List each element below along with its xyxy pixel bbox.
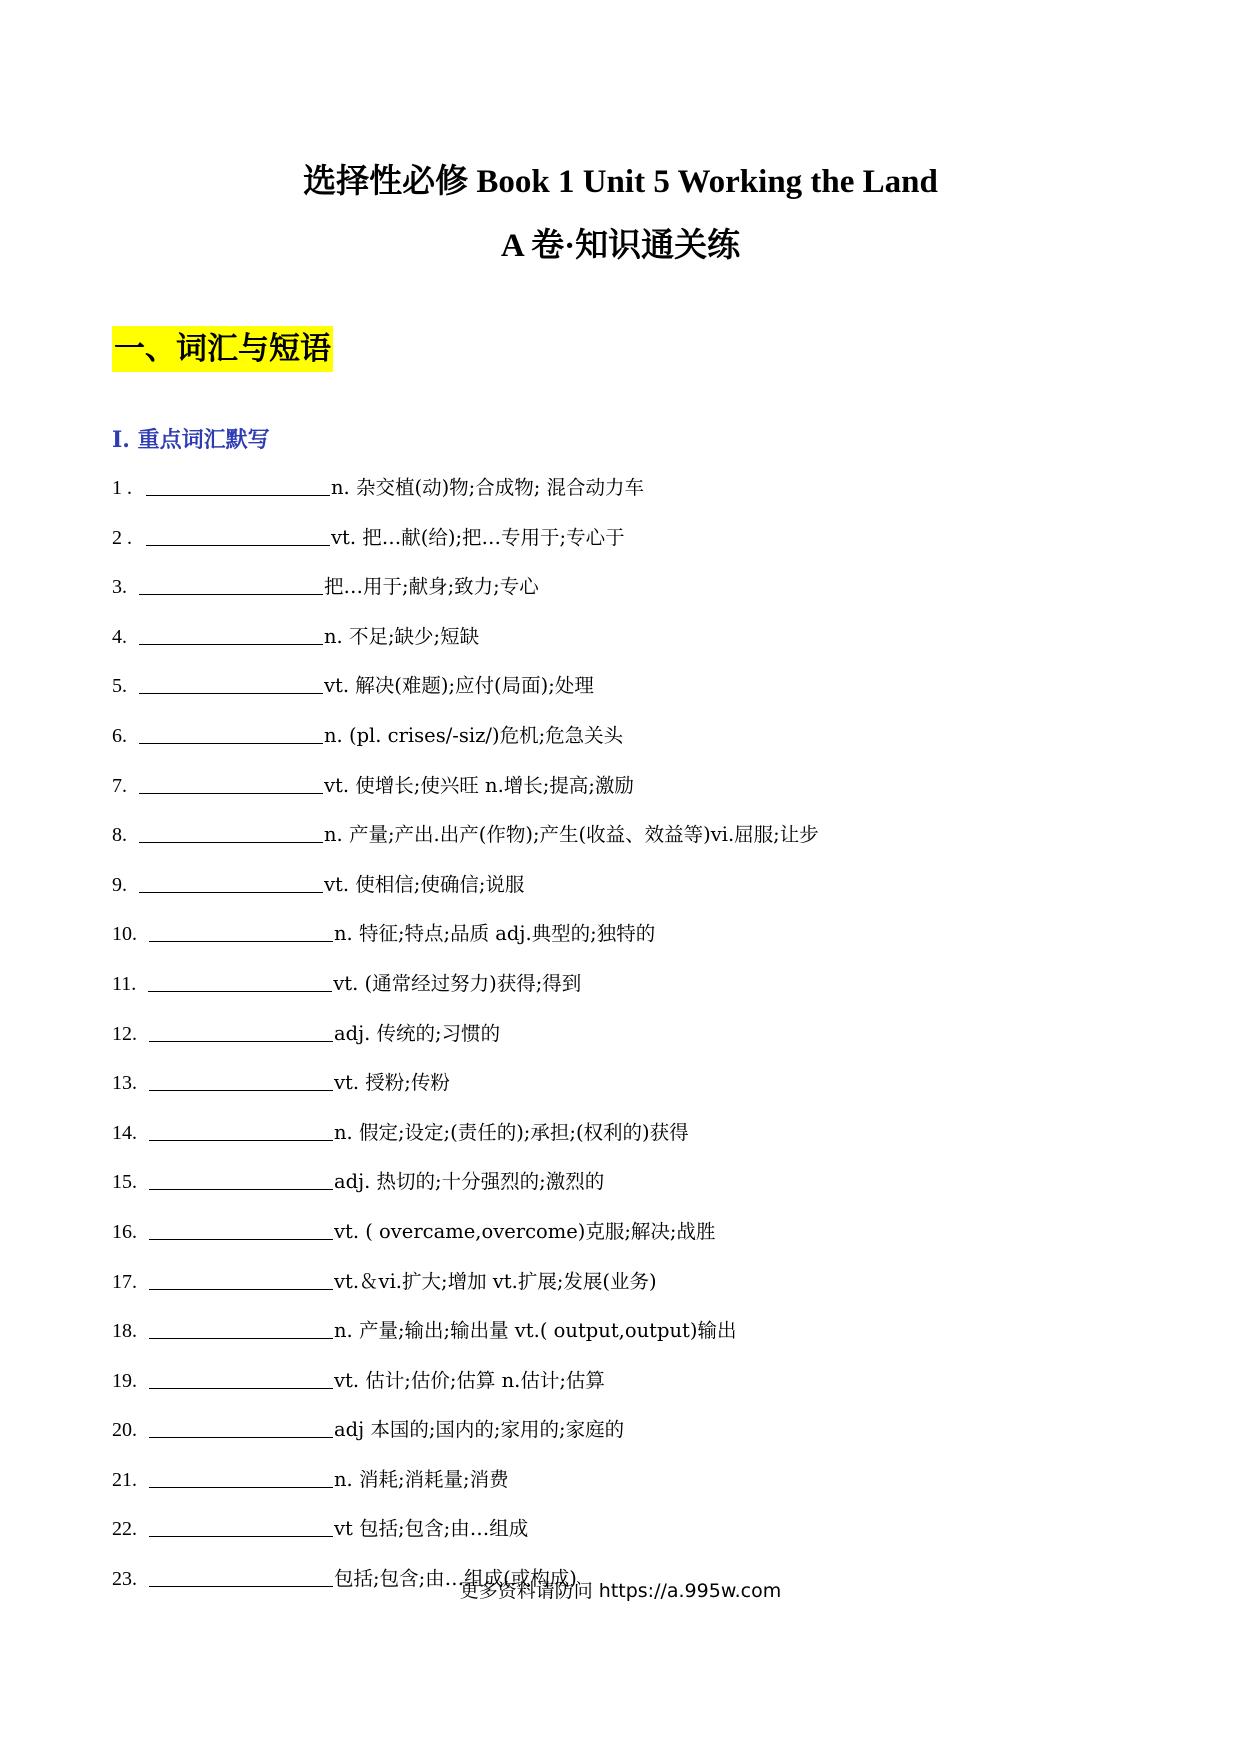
answer-blank[interactable]	[139, 820, 323, 843]
vocab-item-number: 11.	[112, 972, 137, 995]
vocab-item-definition: vt. 授粉;传粉	[334, 1071, 450, 1095]
answer-blank[interactable]	[149, 1118, 333, 1141]
vocab-item-definition: vt.＆vi.扩大;增加 vt.扩展;发展(业务)	[334, 1269, 657, 1293]
vocab-item-number: 23.	[112, 1568, 137, 1591]
vocab-item-definition: 包括;包含;由…组成(或构成)	[334, 1567, 577, 1591]
footer-link-text: 更多资料请防问 https://a.995w.com	[459, 1580, 782, 1602]
answer-blank[interactable]	[149, 919, 333, 942]
answer-blank[interactable]	[148, 969, 332, 992]
vocab-item	[112, 1118, 1162, 1168]
vocab-item-number: 20.	[112, 1419, 137, 1442]
answer-blank[interactable]	[139, 622, 323, 645]
vocab-item-definition: n. 假定;设定;(责任的);承担;(权利的)获得	[334, 1120, 689, 1144]
vocab-item	[112, 1019, 1162, 1069]
answer-blank[interactable]	[149, 1267, 333, 1290]
vocab-item-number: 8.	[112, 824, 127, 847]
answer-blank[interactable]	[146, 473, 330, 496]
answer-blank[interactable]	[149, 1465, 333, 1488]
vocab-item-definition: n. 不足;缺少;短缺	[324, 624, 480, 648]
answer-blank[interactable]	[139, 572, 323, 595]
vocab-item-definition: vt. 估计;估价;估算 n.估计;估算	[334, 1368, 605, 1392]
vocab-item-number: 5.	[112, 675, 127, 698]
vocab-item-number: 7.	[112, 774, 127, 797]
vocab-item	[112, 1316, 1162, 1366]
vocab-item	[112, 1267, 1162, 1317]
vocab-item-number: 21.	[112, 1468, 137, 1491]
vocab-item	[112, 523, 1162, 573]
vocab-item-definition: vt. (通常经过努力)获得;得到	[333, 971, 582, 995]
vocab-item-number: 22.	[112, 1518, 137, 1541]
vocab-item	[112, 1514, 1162, 1564]
vocab-item-definition: adj. 热切的;十分强烈的;激烈的	[334, 1170, 605, 1194]
vocab-item	[112, 1217, 1162, 1267]
vocab-item	[112, 622, 1162, 672]
vocab-item-definition: n. 杂交植(动)物;合成物; 混合动力车	[331, 476, 645, 499]
vocab-item-number: 13.	[112, 1072, 137, 1095]
vocab-item-definition: vt. 解决(难题);应付(局面);处理	[324, 674, 594, 698]
vocab-item-definition: vt. 使增长;使兴旺 n.增长;提高;激励	[324, 773, 634, 797]
vocab-item-definition: n. 产量;产出.出产(作物);产生(收益、效益等)vi.屈服;让步	[324, 823, 819, 847]
vocab-item	[112, 969, 1162, 1019]
vocab-item-definition: 把…用于;献身;致力;专心	[324, 575, 539, 599]
vocab-item-definition: adj. 传统的;习惯的	[334, 1021, 501, 1045]
vocab-item	[112, 870, 1162, 920]
vocab-list	[112, 473, 1162, 1614]
vocab-item	[112, 919, 1162, 969]
vocab-item-number: 1 .	[112, 477, 132, 499]
vocab-item-number: 6.	[112, 724, 127, 747]
answer-blank[interactable]	[149, 1068, 333, 1091]
vocab-item	[112, 1068, 1162, 1118]
answer-blank[interactable]	[139, 771, 323, 794]
vocab-item	[112, 671, 1162, 721]
vocab-item-number: 9.	[112, 873, 127, 896]
section-heading: 一、词汇与短语	[112, 326, 333, 372]
answer-blank[interactable]	[139, 671, 323, 694]
vocab-item	[112, 1366, 1162, 1416]
vocab-item-number: 2 .	[112, 526, 132, 549]
vocab-item-number: 14.	[112, 1121, 137, 1144]
vocab-item-definition: n. 消耗;消耗量;消费	[334, 1467, 509, 1491]
answer-blank[interactable]	[149, 1366, 333, 1389]
answer-blank[interactable]	[149, 1167, 333, 1190]
vocab-item-number: 16.	[112, 1220, 137, 1243]
document-title: 选择性必修 Book 1 Unit 5 Working the Land	[303, 164, 938, 200]
answer-blank[interactable]	[149, 1019, 333, 1042]
vocab-item-number: 10.	[112, 923, 137, 946]
vocab-item-number: 17.	[112, 1270, 137, 1293]
vocab-item-definition: vt. 把…献(给);把…专用于;专心于	[331, 525, 625, 549]
vocab-item	[112, 721, 1162, 771]
answer-blank[interactable]	[149, 1514, 333, 1537]
vocab-item-number: 12.	[112, 1022, 137, 1045]
vocab-item	[112, 1465, 1162, 1515]
vocab-item-number: 3.	[112, 576, 127, 599]
subsection-heading: I. 重点词汇默写	[112, 427, 270, 453]
vocab-item	[112, 1167, 1162, 1217]
vocab-item	[112, 473, 1162, 523]
vocab-item	[112, 771, 1162, 821]
vocab-item-definition: vt. 使相信;使确信;说服	[324, 872, 525, 896]
vocab-item	[112, 1415, 1162, 1465]
vocab-item	[112, 820, 1162, 870]
vocab-item	[112, 572, 1162, 622]
answer-blank[interactable]	[139, 721, 323, 744]
answer-blank[interactable]	[139, 870, 323, 893]
vocab-item-definition: vt. ( overcame,overcome)克服;解决;战胜	[334, 1219, 716, 1243]
vocab-item-number: 18.	[112, 1320, 137, 1343]
answer-blank[interactable]	[146, 523, 330, 546]
vocab-item-definition: n. 特征;特点;品质 adj.典型的;独特的	[334, 922, 656, 946]
vocab-item-definition: vt 包括;包含;由…组成	[334, 1517, 529, 1541]
answer-blank[interactable]	[149, 1316, 333, 1339]
vocab-item-definition: n. (pl. crises/-siz/)危机;危急关头	[324, 723, 624, 747]
vocab-item-definition: adj 本国的;国内的;家用的;家庭的	[334, 1418, 625, 1442]
document-subtitle: A 卷·知识通关练	[500, 228, 741, 264]
vocab-item-number: 19.	[112, 1369, 137, 1392]
answer-blank[interactable]	[149, 1217, 333, 1240]
vocab-item-number: 15.	[112, 1171, 137, 1194]
vocab-item-definition: n. 产量;输出;输出量 vt.( output,output)输出	[334, 1319, 737, 1343]
answer-blank[interactable]	[149, 1415, 333, 1438]
vocab-item-number: 4.	[112, 625, 127, 648]
